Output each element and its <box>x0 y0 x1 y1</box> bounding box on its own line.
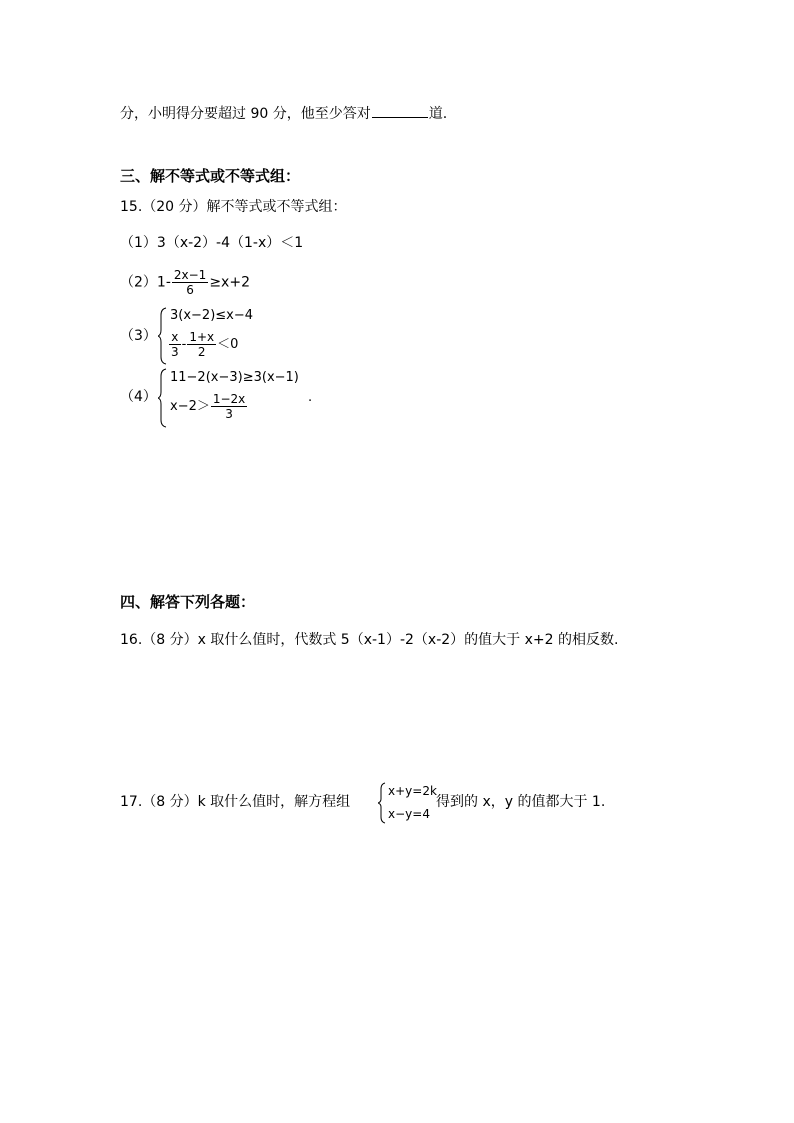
part-4-row-2-pre: x−2＞ <box>170 399 210 414</box>
question-15-part-2 <box>120 268 250 297</box>
fill-in-text-a: 分，小明得分要超过 90 分，他至少答对 <box>120 106 371 122</box>
part-3-row-1: 3(x−2)≤x−4 <box>170 308 254 323</box>
part-4-label: （4） <box>120 389 157 405</box>
question-15-stem: 15.（20 分）解不等式或不等式组： <box>120 199 347 215</box>
part-3-tail: ＜0 <box>217 337 239 352</box>
part-3-brace-icon <box>158 307 168 365</box>
question-15-part-1: （1）3（x-2）-4（1-x）＜1 <box>120 235 304 251</box>
section-4-title: 四、解答下列各题： <box>120 593 256 611</box>
part-4-numerator: 1−2x <box>212 392 246 406</box>
part-4-row-1: 11−2(x−3)≥3(x−1) <box>170 370 299 385</box>
fraction-1-numerator: x <box>169 330 181 345</box>
question-17-pre: 17.（8 分）k 取什么值时，解方程组 <box>120 794 351 810</box>
part-2-fraction <box>172 268 208 297</box>
part-2-post: ≥x+2 <box>209 274 250 291</box>
question-16: 16.（8 分）x 取什么值时，代数式 5（x-1）-2（x-2）的值大于 x+2 的相反数. <box>120 632 619 648</box>
part-3-fraction-1 <box>169 330 181 359</box>
part-2-denominator: 6 <box>186 283 194 297</box>
fill-in-text-b: 道. <box>428 106 448 122</box>
part-3-label: （3） <box>120 328 157 344</box>
part-2-numerator: 2x−1 <box>173 268 207 282</box>
fraction-2-numerator: 1+x <box>189 330 215 344</box>
part-2-label: （2） <box>120 274 157 291</box>
part-3-fraction-2 <box>187 330 216 359</box>
fraction-1-denominator: 3 <box>171 345 179 359</box>
part-3-minus: - <box>181 337 187 352</box>
question-17-equation-2: x−y=4 <box>388 807 430 821</box>
question-17-brace-icon <box>378 782 387 824</box>
part-4-fraction <box>211 392 247 421</box>
fraction-2-denominator: 2 <box>197 345 206 359</box>
part-4-row-2 <box>170 392 248 421</box>
part-4-end-mark: . <box>308 390 313 405</box>
section-3-title: 三、解不等式或不等式组： <box>120 167 301 185</box>
part-3-row-2 <box>168 330 238 359</box>
part-2-pre: 1- <box>156 274 171 291</box>
part-4-brace-icon <box>158 368 168 428</box>
fill-in-line <box>120 103 447 124</box>
answer-blank[interactable] <box>372 103 428 118</box>
question-17-post: 得到的 x，y 的值都大于 1. <box>436 794 606 810</box>
question-17-equation-1: x+y=2k <box>388 784 437 798</box>
part-4-denominator: 3 <box>225 407 233 421</box>
